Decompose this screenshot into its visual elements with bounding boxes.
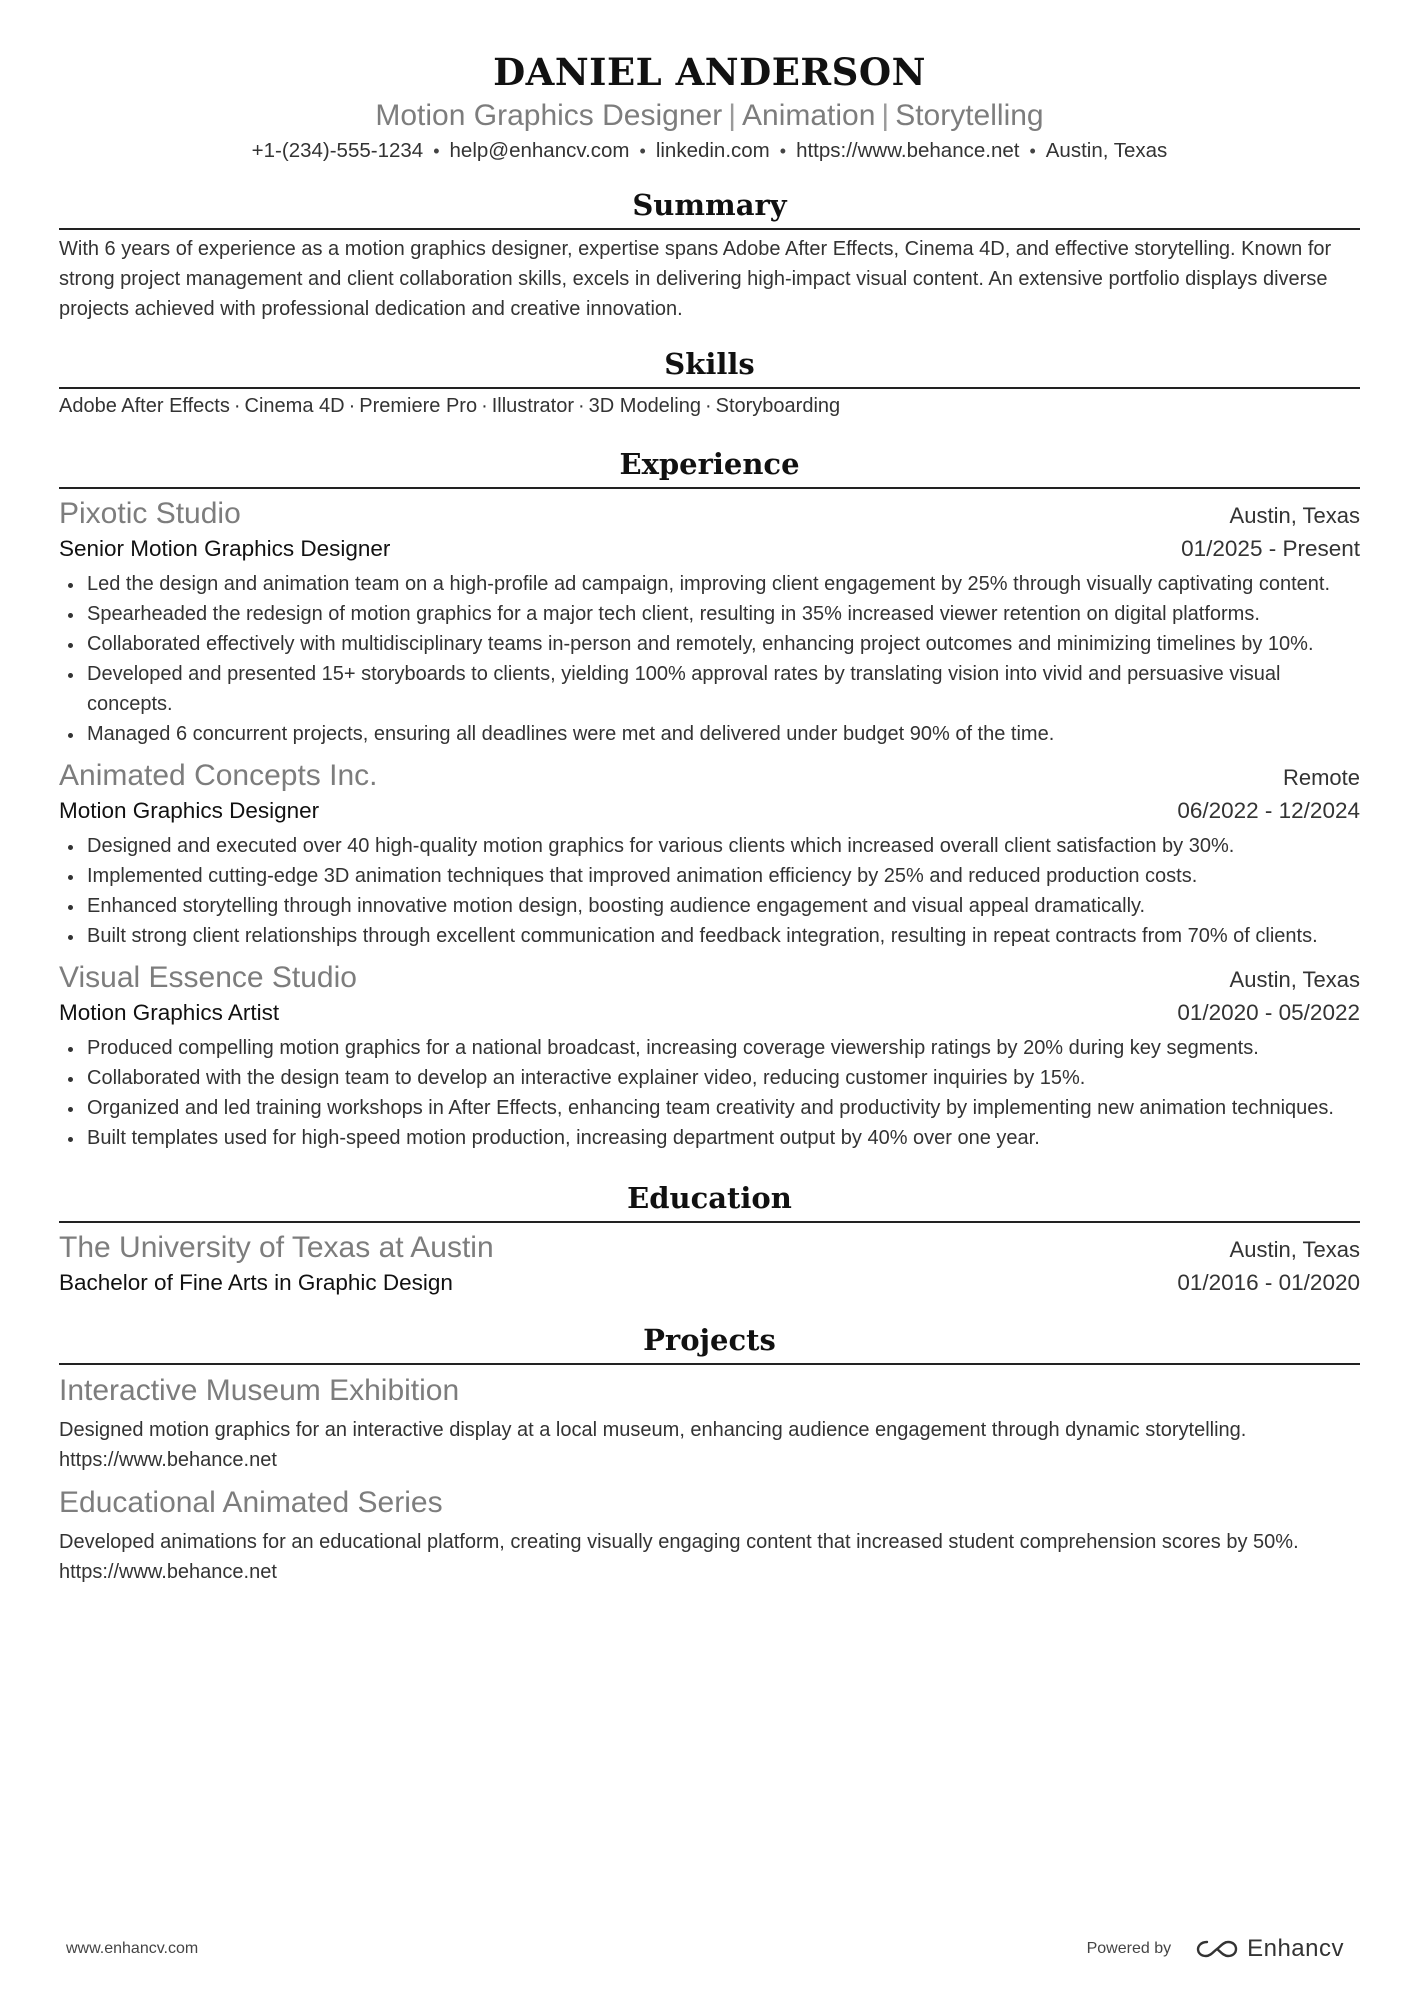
education-entry — [59, 1229, 1360, 1299]
contact-location: Austin, Texas — [1045, 139, 1168, 162]
enhancv-logo-icon — [1195, 1938, 1239, 1960]
brand-logo[interactable] — [1195, 1935, 1344, 1963]
skill-separator: · — [481, 395, 488, 417]
section-title-education: Education — [59, 1179, 1360, 1223]
project-entry — [59, 1483, 1360, 1587]
title-line — [59, 96, 1360, 136]
job-location: Austin, Texas — [1229, 503, 1360, 528]
skills-section — [59, 345, 1360, 421]
job-bullet: Implemented cutting-edge 3D animation techniques that improved animation efficiency by 25% and reduced production costs. — [59, 861, 1360, 891]
section-title-summary: Summary — [59, 186, 1360, 230]
education-school: The University of Texas at Austin — [59, 1231, 494, 1264]
job-company: Visual Essence Studio — [59, 961, 357, 994]
job-bullet: Built templates used for high-speed motion production, increasing department output by 40% over one year. — [59, 1123, 1360, 1153]
job-role: Motion Graphics Artist — [59, 1000, 280, 1025]
section-title-skills: Skills — [59, 345, 1360, 389]
project-title: Interactive Museum Exhibition — [59, 1374, 460, 1407]
job-company: Animated Concepts Inc. — [59, 759, 378, 792]
skill-separator: · — [704, 395, 712, 417]
title-2: Animation — [742, 99, 876, 132]
contact-linkedin[interactable]: linkedin.com — [655, 139, 770, 162]
job-dates: 01/2025 - Present — [1181, 536, 1360, 561]
job-entry — [59, 959, 1360, 1153]
contact-separator: • — [1029, 141, 1036, 161]
projects-section — [59, 1321, 1360, 1587]
education-section — [59, 1179, 1360, 1299]
powered-by — [1087, 1935, 1344, 1963]
job-bullet: Managed 6 concurrent projects, ensuring all deadlines were met and delivered under budget 90% of the time. — [59, 719, 1360, 749]
section-title-projects: Projects — [59, 1321, 1360, 1365]
job-bullet: Collaborated with the design team to develop an interactive explainer video, reducing customer inquiries by 15%. — [59, 1063, 1360, 1093]
contact-phone: +1-(234)-555-1234 — [251, 139, 424, 162]
job-bullet: Built strong client relationships through excellent communication and feedback integration, resulting in repeat contracts from 70% of clients. — [59, 921, 1360, 951]
skill-item: Premiere Pro — [359, 395, 478, 417]
education-dates: 01/2016 - 01/2020 — [1177, 1270, 1360, 1295]
resume-page — [59, 0, 1360, 1587]
skill-item: Storyboarding — [715, 395, 841, 417]
project-entry — [59, 1371, 1360, 1475]
section-title-experience: Experience — [59, 445, 1360, 489]
job-role: Motion Graphics Designer — [59, 798, 320, 823]
candidate-name: DANIEL ANDERSON — [493, 50, 926, 94]
job-bullet: Developed and presented 15+ storyboards to clients, yielding 100% approval rates by translating vision into vivid and persuasive visual concepts. — [59, 659, 1360, 719]
job-bullets — [59, 569, 1360, 749]
powered-by-label: Powered by — [1086, 1940, 1172, 1957]
job-dates: 01/2020 - 05/2022 — [1177, 1000, 1360, 1025]
job-bullet: Collaborated effectively with multidisciplinary teams in-person and remotely, enhancing project outcomes and minimizing timelines by 10%. — [59, 629, 1360, 659]
job-bullet: Produced compelling motion graphics for a national broadcast, increasing coverage viewership ratings by 20% during key segments. — [59, 1033, 1360, 1063]
page-footer — [66, 1935, 1344, 1963]
job-company: Pixotic Studio — [59, 497, 241, 530]
summary-section — [59, 186, 1360, 324]
job-entry — [59, 757, 1360, 951]
job-bullets — [59, 831, 1360, 951]
job-bullet: Led the design and animation team on a high-profile ad campaign, improving client engagement by 25% through visually captivating content. — [59, 569, 1360, 599]
skill-item: Adobe After Effects — [59, 395, 230, 417]
job-bullets — [59, 1033, 1360, 1153]
job-dates: 06/2022 - 12/2024 — [1177, 798, 1360, 823]
project-description: Developed animations for an educational platform, creating visually engaging content that increased student comprehension scores by 50%. https://www.behance.net — [59, 1531, 1299, 1583]
contact-separator: • — [639, 141, 646, 161]
footer-website[interactable]: www.enhancv.com — [66, 1940, 199, 1957]
job-role: Senior Motion Graphics Designer — [59, 536, 391, 561]
experience-section — [59, 445, 1360, 1153]
contact-portfolio[interactable]: https://www.behance.net — [796, 139, 1020, 162]
resume-header — [59, 0, 1360, 166]
title-1: Motion Graphics Designer — [375, 99, 723, 132]
skills-list — [59, 391, 1360, 421]
title-separator: | — [881, 99, 890, 132]
job-bullet: Organized and led training workshops in After Effects, enhancing team creativity and productivity by implementing new animation techniques. — [59, 1093, 1360, 1123]
education-location: Austin, Texas — [1229, 1237, 1360, 1262]
project-description: Designed motion graphics for an interactive display at a local museum, enhancing audience engagement through dynamic storytelling. https://www.behance.net — [59, 1419, 1247, 1471]
brand-name: Enhancv — [1247, 1935, 1344, 1962]
skill-item: Cinema 4D — [244, 395, 345, 417]
contact-separator: • — [779, 141, 787, 161]
job-bullet: Enhanced storytelling through innovative motion design, boosting audience engagement and visual appeal dramatically. — [59, 891, 1360, 921]
summary-text: With 6 years of experience as a motion graphics designer, expertise spans Adobe After Effects, Cinema 4D, and effective storytelling. Known for strong project management and client collaboration skills, excels in delivering high-impact visual content. An extensive portfolio displays diverse projects achieved with professional dedication and creative innovation. — [59, 238, 1332, 320]
contact-email[interactable]: help@enhancv.com — [449, 139, 630, 162]
title-3: Storytelling — [895, 99, 1044, 132]
job-location: Remote — [1282, 765, 1360, 790]
project-title: Educational Animated Series — [59, 1486, 443, 1519]
job-bullet: Spearheaded the redesign of motion graphics for a major tech client, resulting in 35% increased viewer retention on digital platforms. — [59, 599, 1360, 629]
skill-separator: · — [233, 395, 241, 417]
title-separator: | — [728, 99, 736, 132]
skill-separator: · — [348, 395, 356, 417]
skill-item: Illustrator — [491, 395, 574, 417]
job-location: Austin, Texas — [1229, 967, 1360, 992]
education-degree: Bachelor of Fine Arts in Graphic Design — [59, 1270, 453, 1295]
job-bullet: Designed and executed over 40 high-quality motion graphics for various clients which increased overall client satisfaction by 30%. — [59, 831, 1360, 861]
job-entry — [59, 495, 1360, 749]
skill-separator: · — [577, 395, 585, 417]
skill-item: 3D Modeling — [588, 395, 701, 417]
contact-separator: • — [433, 141, 440, 161]
contact-line — [59, 136, 1360, 166]
